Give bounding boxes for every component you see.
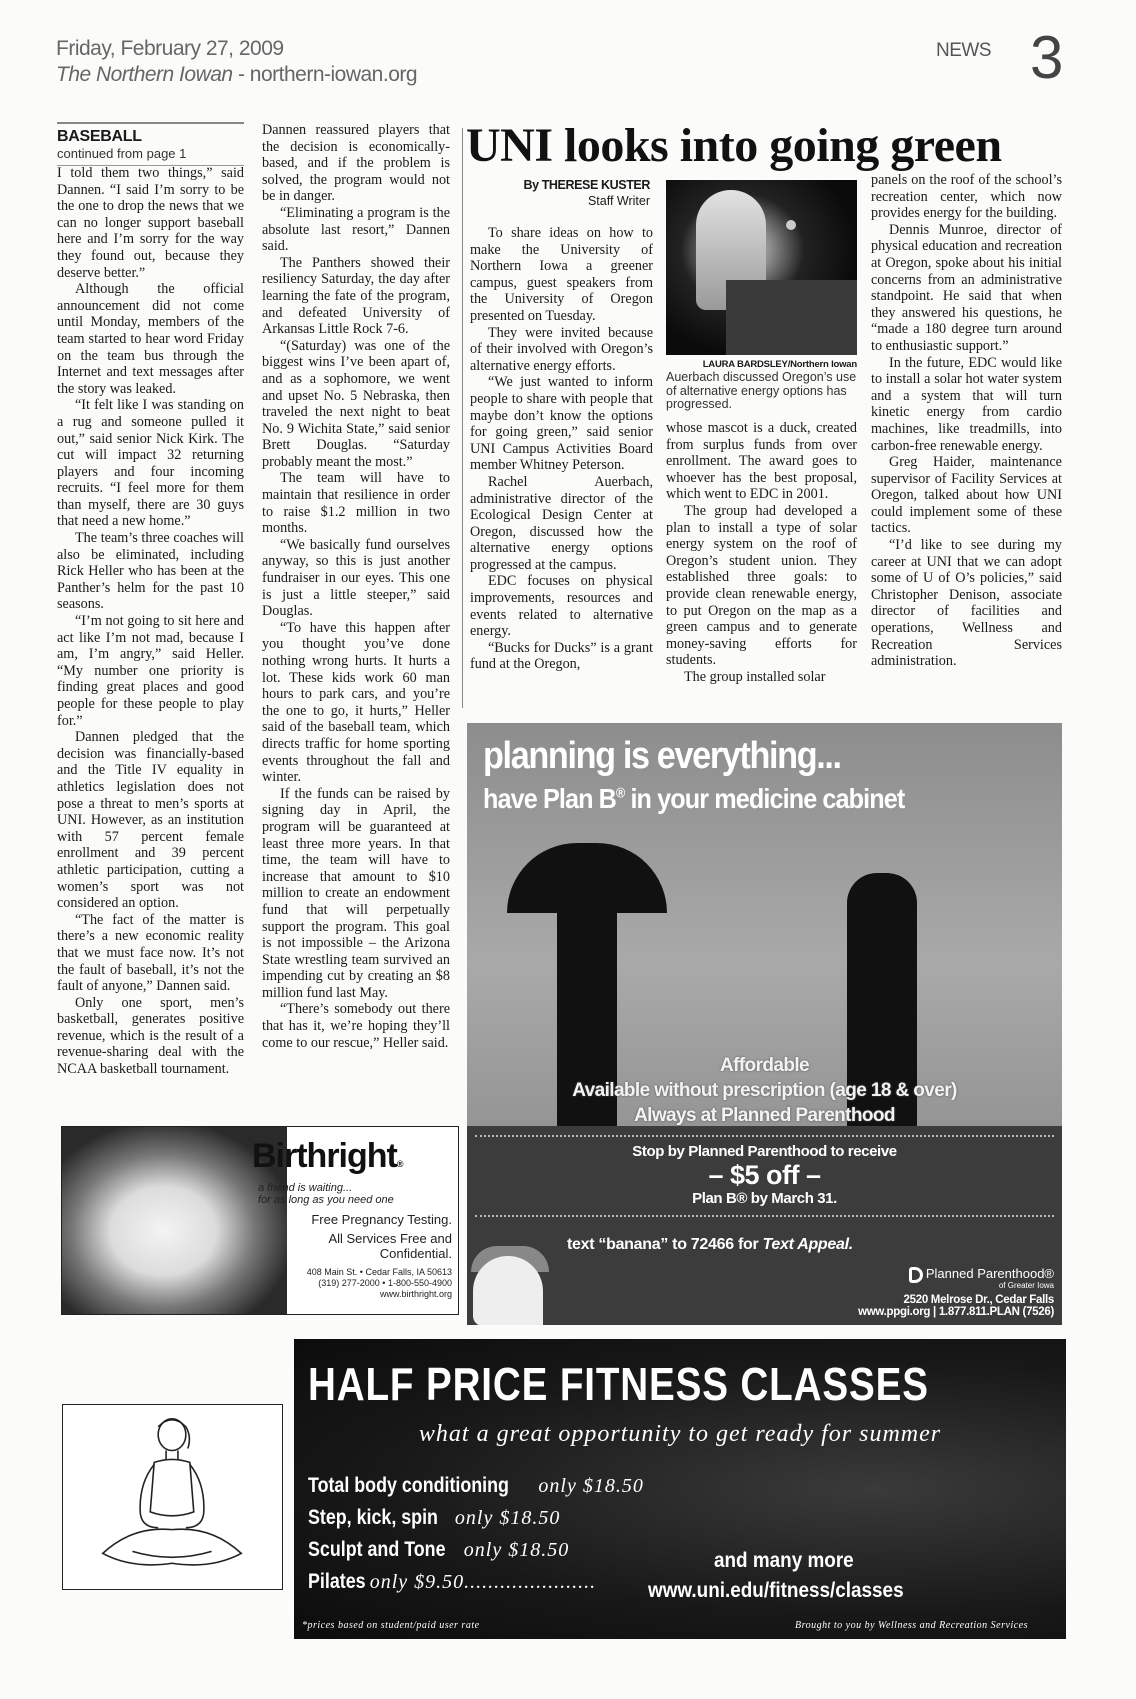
service-line: Free Pregnancy Testing. [311,1212,452,1227]
paper-url[interactable]: northern-iowan.org [249,63,418,86]
ad-services [307,1212,452,1300]
paragraph: The group had developed a plan to install a type of solar energy system on the roof of Oregon’s student union. They established three goals: to provide clean renewable energy, to put Oregon on the map as a green campus and to generate money-saving efforts for students. [666,502,857,669]
paragraph: The group installed solar [684,668,826,685]
paragraph: Rachel Auerbach, administrative director of the Ecological Design Center at Oregon, discussed how the alternative energy options progressed at the campus. [470,473,653,573]
point: Affordable [719,1055,809,1076]
paragraph: Dennis Munroe, director of physical education and recreation at Oregon, spoke about his initial concerns from an administrative standpoint. He said that when they answered his questions, he “made a 180 degree turn around to enthusiastic support.” [871,221,1062,354]
org-address: 2520 Melrose Dr., Cedar Falls [903,1293,1054,1306]
masthead [56,36,417,88]
paragraph: To share ideas on how to make the University of Northern Iowa a greener campus, guest speakers from the University of Oregon presented on Tuesday. [470,225,653,324]
paragraph: Although the official announcement did not come until Monday, members of the team started to hear word Friday on the team bus through the Internet and text messages after the story was leaked. [57,281,244,397]
paragraph: Greg Haider, maintenance supervisor of Facility Services at Oregon, talked about how UNI could implement some of these tactics. [871,454,1062,537]
ad-lower-panel [467,1126,1062,1325]
org-name-text: Planned Parenthood® [925,1266,1054,1281]
paragraph: If the funds can be raised by signing day in April, the program will be guaranteed at least three more years. In that time, the team will have to increase that amount to $10 million to create an endowment fund that will perpetually support the program. This goal is not impossible – the Arizona State wrestling team survived an impending cut by creating an $8 million fund last May. [262,785,450,1001]
tagline-line: a friend is waiting... [258,1182,353,1194]
photo-credit: LAURA BARDSLEY/Northern Iowan [702,359,857,370]
baseball-kicker [57,122,244,166]
class-price: only $9.50...................... [363,1571,597,1593]
byline-author: By THERESE KUSTER [523,178,650,192]
class-price: only $18.50 [457,1539,570,1561]
ad-headline: HALF PRICE FITNESS CLASSES [308,1358,929,1410]
and-many-more: and many more [714,1549,854,1572]
paragraph: In the future, EDC would like to install a solar hot water system and a system that will turn kinetic energy from cardio machines, like treadmills, into carbon-free renewable energy. [871,354,1062,454]
column-divider [462,128,463,708]
byline-role: Staff Writer [587,194,650,208]
text-appeal-prefix: text “banana” to 72466 for [567,1236,763,1253]
continued-note: continued from page 1 [57,146,244,166]
article-photo [666,180,857,355]
fine-print: *prices based on student/paid user rate [302,1620,480,1631]
contact-address: 408 Main St. • Cedar Falls, IA 50613 [306,1267,452,1277]
paragraph: Only one sport, men’s basketball, generates positive revenue, which is the result of a revenue-sharing deal with the NCAA basketball tournament. [57,994,244,1078]
green-column-3 [871,172,1062,670]
class-name: Sculpt and Tone [308,1538,446,1561]
paragraph: EDC focuses on physical improvements, resources and events related to alternative energy. [470,573,653,640]
point: Available without prescription (age 18 & over) [572,1080,957,1101]
paragraph: The Panthers showed their resiliency Saturday, the day after learning the fate of the program, and defeated University of Arkansas Little Rock 7-6. [262,254,450,338]
paragraph: The team’s three coaches will also be eliminated, including Rick Heller who has been at the Panther’s helm for the past 10 seasons. [57,530,244,613]
issue-date: Friday, February 27, 2009 [56,37,284,60]
green-column-1 [470,225,653,673]
subhead-text: have Plan B [483,783,616,814]
ad-subhead [483,783,904,815]
planb-advertisement[interactable] [467,723,1062,1325]
class-name: Step, kick, spin [308,1506,438,1529]
article-headline: UNI looks into going green [466,119,1002,172]
yoga-illustration [62,1404,283,1590]
paper-line [56,62,417,88]
kicker-title: BASEBALL [57,128,142,145]
class-price: only $18.50 [448,1507,561,1529]
birthright-logo [252,1137,403,1176]
paragraph: “I’m not going to sit here and act like I’m not mad, because I am, I’m angry,” said Heller. “My number one priority is finding great places and good people for these people to play for.” [57,613,244,729]
text-appeal-line [567,1236,853,1254]
class-item [308,1506,644,1538]
class-name: Pilates [308,1570,366,1593]
paragraph: Dannen reassured players that the decision is economically-based, and if the problem is solved, the program would not be in danger. [262,122,450,205]
paragraph: The team will have to maintain that resilience in order to raise $1.2 million in two months. [262,470,450,537]
service-text: Confidential. [379,1246,452,1261]
paragraph: panels on the roof of the school’s recreation center, which now provides energy for the building. [871,172,1062,222]
microphone-icon [786,220,796,230]
class-price: only $18.50 [532,1475,644,1497]
logo-text: Birthright [252,1137,397,1175]
paragraph: “We just wanted to inform people to share with people that maybe don’t know the options for going green,” said senior UNI Campus Activities Board member Whitney Peterson. [470,374,653,474]
planned-parenthood-logo [858,1266,1054,1318]
coupon-discount: – $5 off – [708,1160,821,1190]
text-appeal-brand: Text Appeal. [762,1236,853,1253]
baseball-column-1 [57,165,244,1078]
paragraph: They were invited because of their involved with Oregon’s alternative energy efforts. [470,324,653,374]
paragraph: “Bucks for Ducks” is a grant fund at the Oregon, [470,639,653,673]
ad-contact [307,1267,452,1300]
paragraph: Dannen pledged that the decision was financially-based and the Title IV equality in athletics legislation does not pose a threat to men’s sports at UNI. However, as an institution with 57 percent female enrollment and 39 percent athletic participation, cutting a women’s sport was not considered an option. [57,729,244,912]
service-line [307,1231,452,1261]
registered-mark: ® [396,1159,403,1169]
class-item [308,1570,644,1602]
paper-separator: - [232,63,250,86]
paragraph: “There’s somebody out there that has it, we’re hoping they’ll come to our rescue,” Heller said. [262,1001,450,1051]
class-list [308,1474,644,1602]
byline [470,178,650,208]
ad-subhead: what a great opportunity to get ready for summer [418,1421,942,1447]
class-item [308,1474,644,1506]
class-name: Total body conditioning [308,1474,509,1497]
paragraph: “We basically fund ourselves anyway, so this is just another fundraiser in our eyes. This one is just a little steeper,” said Douglas. [262,536,450,620]
org-subtitle: of Greater Iowa [998,1280,1054,1290]
meditating-woman-icon [63,1405,282,1589]
tagline-line: for as long as you need one [258,1194,394,1206]
paragraph: “It felt like I was standing on a rug and someone pulled it out,” said senior Nick Kirk. The cut will impact 32 returning players and four incoming recruits. “I feel more for them than myself, there are 30 guys that need a new home.” [57,397,244,530]
fitness-url-link[interactable]: www.uni.edu/fitness/classes [648,1579,904,1602]
paper-name: The Northern Iowan [56,63,233,86]
paragraph: “I’d like to see during my career at UNI that we can adopt some of U of O’s policies,” said Christopher Denison, associate director of facilities and operations, Wellness and Recreation Services administration. [871,537,1062,670]
service-text: All Services Free and [328,1231,452,1246]
paragraph: “Eliminating a program is the absolute last resort,” Dannen said. [262,204,450,255]
podium [726,280,857,355]
contact-web[interactable]: www.birthright.org [379,1289,452,1299]
paragraph: whose mascot is a duck, created from surplus funds from over enrollment. The award goes to whoever has the best proposal, which went to EDC in 2001. [666,420,857,503]
ad-tagline [258,1182,394,1206]
photo-caption: Auerbach discussed Oregon’s use of alternative energy options has progressed. [666,370,857,411]
sponsor-line: Brought to you by Wellness and Recreation Services [794,1620,1028,1631]
subhead-text: in your medicine cabinet [624,783,905,814]
ad-headline: planning is everything... [483,735,841,777]
org-web-phone[interactable]: www.ppgi.org | 1.877.811.PLAN (7526) [858,1305,1054,1318]
baseball-column-2 [262,122,450,1051]
fitness-advertisement[interactable] [294,1339,1066,1639]
coupon-line-3: Plan B® by March 31. [692,1190,837,1207]
contact-phone: (319) 277-2000 • 1-800-550-4900 [318,1278,452,1288]
paragraph: “To have this happen after you thought you’ve done nothing wrong hurts. It hurts a lot. These kids work 60 man hours to park cars, and you’re the one to go, it hurts,” Heller said of the baseball team, which directs traffic for home sporting events throughout the fall and winter. [262,619,450,786]
ad-selling-points [467,1053,1062,1128]
banana-mascot-icon [473,1256,543,1325]
section-label: NEWS [936,40,991,61]
coupon-box [475,1135,1054,1217]
paragraph: “(Saturday) was one of the biggest wins I’ve been apart of, and as a sophomore, we went and upset No. 5 Nebraska, then traveled the next night to beat No. 9 Wichita State,” said senior Brett Douglas. “Saturday probably meant the most.” [262,337,450,470]
page-number: 3 [1030,24,1064,91]
birthright-advertisement[interactable] [61,1126,459,1315]
registered-mark: ® [615,784,625,801]
green-column-2 [666,420,857,686]
point: Always at Planned Parenthood [634,1105,895,1126]
pp-logo-icon [909,1267,923,1283]
coupon-line-1: Stop by Planned Parenthood to receive [632,1143,897,1160]
class-item [308,1538,644,1570]
paragraph: “The fact of the matter is there’s a new economic reality that we must face now. It’s not the fault of baseball, it’s not the fault of anyone,” Dannen said. [57,911,244,995]
paragraph: I told them two things,” said Dannen. “I said I’m sorry to be the one to drop the news that we can no longer support baseball here and I’m sorry for the way they found out, because they deserve better.” [57,165,244,281]
